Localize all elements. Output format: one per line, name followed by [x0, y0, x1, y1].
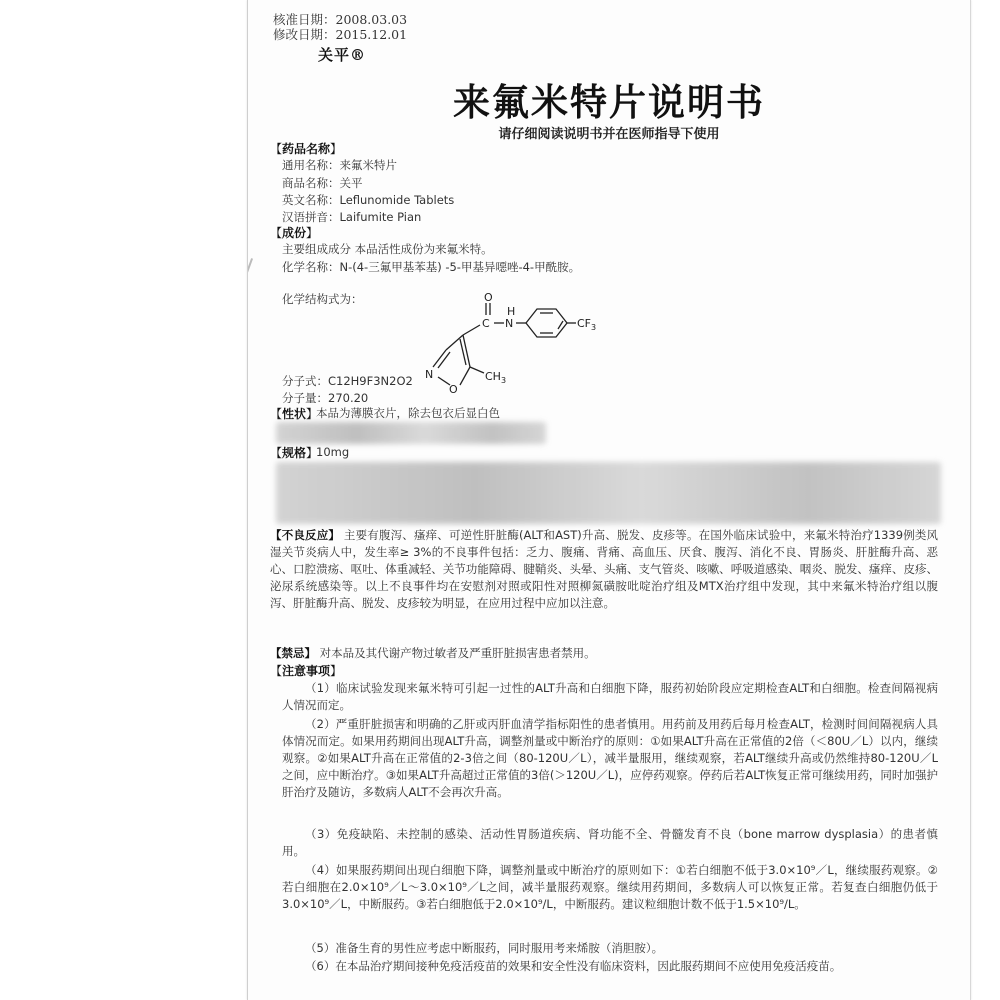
brand-logo: 关平®: [318, 46, 367, 64]
atom-c: C: [482, 317, 490, 330]
precaution-item-3: （3）免疫缺陷、未控制的感染、活动性胃肠道疾病、肾功能不全、骨髓发育不良（bone marrow dysplasia）的患者慎用。: [282, 827, 938, 858]
main-composition: 主要组成成分 本品活性成份为来氟米特。: [282, 242, 493, 256]
section-heading-composition: 【成份】: [270, 226, 319, 240]
atom-n-ring: N: [425, 368, 434, 381]
pinyin-name: 汉语拼音：Laifumite Pian: [282, 210, 422, 224]
section-heading-spec: 【规格】: [270, 446, 319, 460]
precaution-item-6: （6）在本品治疗期间接种免疫活疫苗的效果和安全性没有临床资料，因此服药期间不应使用免疫活疫苗。: [305, 959, 842, 973]
revision-date: 修改日期：2015.12.01: [273, 27, 408, 42]
contraindications-text: 对本品及其代谢产物过敏者及严重肝脏损害患者禁用。: [319, 646, 596, 660]
precaution-item-5: （5）准备生育的男性应考虑中断服药，同时服用考来烯胺（消胆胺）。: [305, 941, 664, 955]
blurred-region-1: [276, 422, 546, 444]
document-subtitle: 请仔细阅读说明书并在医师指导下使用: [498, 127, 720, 142]
section-heading-adverse: 【不良反应】: [270, 528, 341, 542]
spec-text: 10mg: [316, 445, 350, 459]
atom-ch3: $CH_3$: [485, 370, 507, 385]
section-heading-properties: 【性状】: [270, 407, 319, 421]
scan-smudge: [247, 258, 264, 278]
molecular-weight: 分子量：270.20: [282, 391, 369, 405]
chemical-name: 化学名称：N-(4-三氟甲基苯基) -5-甲基异噁唑-4-甲酰胺。: [282, 260, 581, 274]
atom-o-carbonyl: O: [484, 291, 493, 304]
section-heading-precautions: 【注意事项】: [270, 664, 343, 678]
blurred-region-2: [276, 462, 941, 524]
chemical-structure-diagram: [398, 285, 608, 395]
contraindications: [270, 645, 938, 662]
trade-name: 商品名称：关平: [282, 176, 363, 190]
date-block: [273, 12, 407, 42]
english-name: 英文名称：Leflunomide Tablets: [282, 193, 455, 207]
approval-date: 核准日期：2008.03.03: [273, 12, 408, 27]
precaution-item-4: （4）如果服药期间出现白细胞下降，调整剂量或中断治疗的原则如下：①若白细胞不低于3.0×10⁹／L，继续服药观察。②若白细胞在2.0×10⁹／L～3.0×10⁹／L之间，减半量服药观察。继续用药期间，多数病人可以恢复正常。若复查白细胞仍低于3.0×10⁹／L，中断服药。③若白细胞低于2.0×10⁹/L，中断服药。建议粒细胞计数不低于1.5×10⁹/L。: [282, 863, 938, 911]
atom-n-amide: N: [505, 317, 514, 330]
atom-o-ring: O: [449, 383, 458, 395]
leaflet-page: [247, 0, 971, 1000]
properties-text: 本品为薄膜衣片，除去包衣后显白色: [316, 406, 500, 420]
precaution-item-2: （2）严重肝脏损害和明确的乙肝或丙肝血清学指标阳性的患者慎用。用药前及用药后每月检查ALT，检测时间间隔视病人具体情况而定。如果用药期间出现ALT升高，调整剂量或中断治疗的原则：①如果ALT升高在正常值的2倍（＜80U／L）以内，继续观察。②如果ALT升高在正常值的2-3倍之间（80-120U／L），减半量服用，继续观察，若ALT继续升高或仍然维持80-120U／L之间，应中断治疗。③如果ALT升高超过正常值的3倍(＞120U／L)，应停药观察。停药后若ALT恢复正常可继续用药，同时加强护肝治疗及随访，多数病人ALT不会再次升高。: [282, 717, 938, 799]
structure-label: 化学结构式为：: [282, 292, 363, 306]
section-heading-contraindications: 【禁忌】: [270, 646, 316, 660]
adverse-reactions: [270, 527, 938, 612]
generic-name: 通用名称：来氟米特片: [282, 158, 397, 172]
section-heading-drug-name: 【药品名称】: [270, 142, 343, 156]
atom-h: H: [507, 305, 516, 318]
adverse-text: 主要有腹泻、瘙痒、可逆性肝脏酶(ALT和AST)升高、脱发、皮疹等。在国外临床试验中，来氟米特治疗1339例类风湿关节炎病人中，发生率≥ 3%的不良事件包括：乏力、腹痛、背痛、高血压、厌食、腹泻、消化不良、胃肠炎、肝脏酶升高、恶心、口腔溃疡、呕吐、体重减轻、关节功能障碍、腱鞘炎、头晕、头痛、支气管炎、咳嗽、呼吸道感染、咽炎、脱发、瘙痒、皮疹、泌尿系统感染等。以上不良事件均在安慰剂对照或阳性对照柳氮磺胺吡啶治疗组及MTX治疗组中发现，其中来氟米特治疗组以腹泻、肝脏酶升高、脱发、皮疹较为明显，在应用过程中应加以注意。: [270, 528, 939, 610]
precaution-item-1: （1）临床试验发现来氟米特可引起一过性的ALT升高和白细胞下降，服药初始阶段应定期检查ALT和白细胞。检查间隔视病人情况而定。: [282, 681, 938, 712]
document-title: 来氟米特片说明书: [453, 81, 765, 124]
molecular-formula: 分子式：C12H9F3N2O2: [282, 374, 413, 388]
atom-cf3: $CF_3$: [577, 317, 597, 332]
